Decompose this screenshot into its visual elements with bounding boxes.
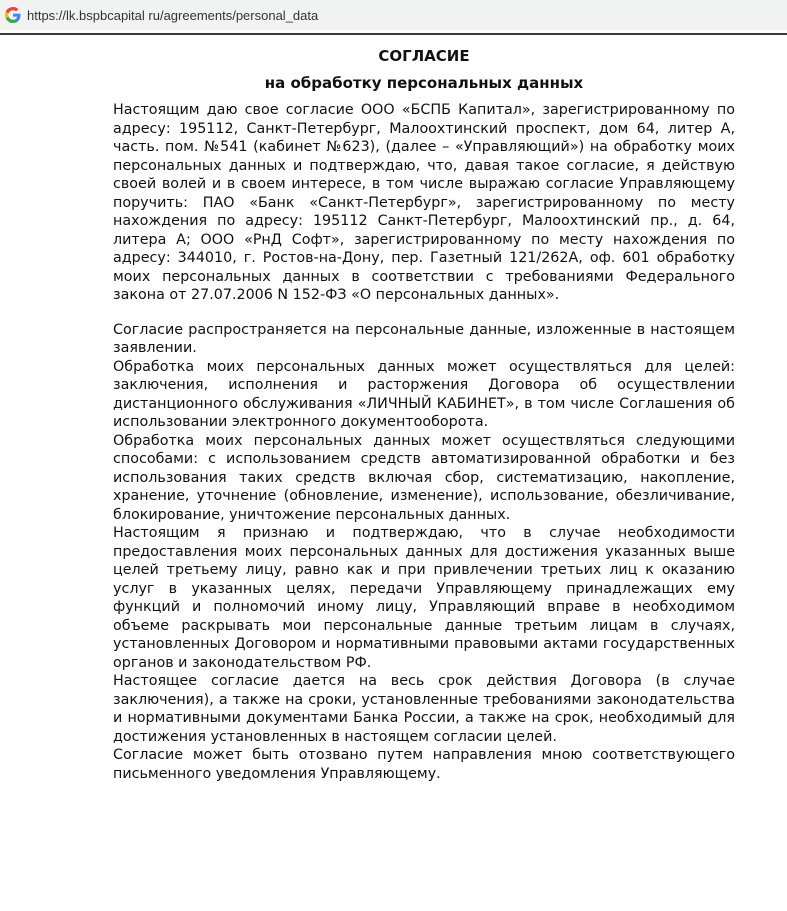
paragraph-third-parties: Настоящим я признаю и подтверждаю, что в случае необходимости предоставления моих персональных данных для достижения указанных выше целей третьему лицу, равно как и при привлечении третьих лиц к оказанию услуг в указанных целях, передачи Управляющему принадлежащих ему функций и полномочий иному лицу, Управляющий вправе в необходимом объеме раскрывать мои персональные данные третьим лицам в случаях, установленных Договором и нормативными правовыми актами государственных органов и законодательством РФ. (113, 525, 735, 671)
google-g-icon (4, 6, 22, 24)
paragraph-revocation: Согласие может быть отозвано путем направления мною соответствующего письменного уведомления Управляющему. (113, 747, 735, 782)
toolbar-divider (0, 33, 787, 35)
paragraph-scope: Согласие распространяется на персональные данные, изложенные в настоящем заявлении. (113, 321, 735, 356)
google-g-icon-svg (5, 7, 21, 23)
consent-document (113, 47, 735, 783)
paragraph-term: Настоящее согласие дается на весь срок действия Договора (в случае заключения), а также на сроки, установленные требованиями законодательства и нормативными документами Банка России, а также на срок, необходимый для достижения установленных в настоящем согласии целей. (113, 673, 735, 745)
paragraph-purposes: Обработка моих персональных данных может осуществляться для целей: заключения, исполнения и расторжения Договора об осуществлении дистанционного обслуживания «ЛИЧНЫЙ КАБИНЕТ», в том числе Соглашения об использовании электронного документооборота. (113, 358, 735, 430)
url-text[interactable]: https://lk.bspbcapital ru/agreements/personal_data (27, 7, 319, 23)
paragraph-methods: Обработка моих персональных данных может осуществляться следующими способами: с использованием средств автоматизированной обработки и без использования таких средств включая сбор, систематизацию, накопление, хранение, уточнение (обновление, изменение), использование, обезличивание, блокирование, уничтожение персональных данных. (113, 432, 735, 523)
document-title: СОГЛАСИЕ (378, 47, 470, 65)
document-subtitle: на обработку персональных данных (264, 74, 584, 92)
paragraph-consent: Настоящим даю свое согласие ООО «БСПБ Капитал», зарегистрированному по адресу: 195112, Санкт-Петербург, Малоохтинский проспект, дом 64, литер А, часть. пом. №541 (кабинет №623), (далее – «Управляющий») на обработку моих персональных данных и подтверждаю, что, давая такое согласие, я действую своей волей и в своем интересе, в том числе выражаю согласие Управляющему поручить: ПАО «Банк «Санкт-Петербург», зарегистрированному по месту нахождения по адресу: 195112 Санкт-Петербург, Малоохтинский пр., д. 64, литера А; ООО «РнД Софт», зарегистрированному по месту нахождения по адресу: 344010, г. Ростов-на-Дону, пер. Газетный 121/262А, оф. 601 обработку моих персональных данных в соответствии с требованиями Федерального закона от 27.07.2006 N 152-ФЗ «О персональных данных». (113, 102, 735, 303)
address-bar[interactable] (0, 0, 787, 30)
